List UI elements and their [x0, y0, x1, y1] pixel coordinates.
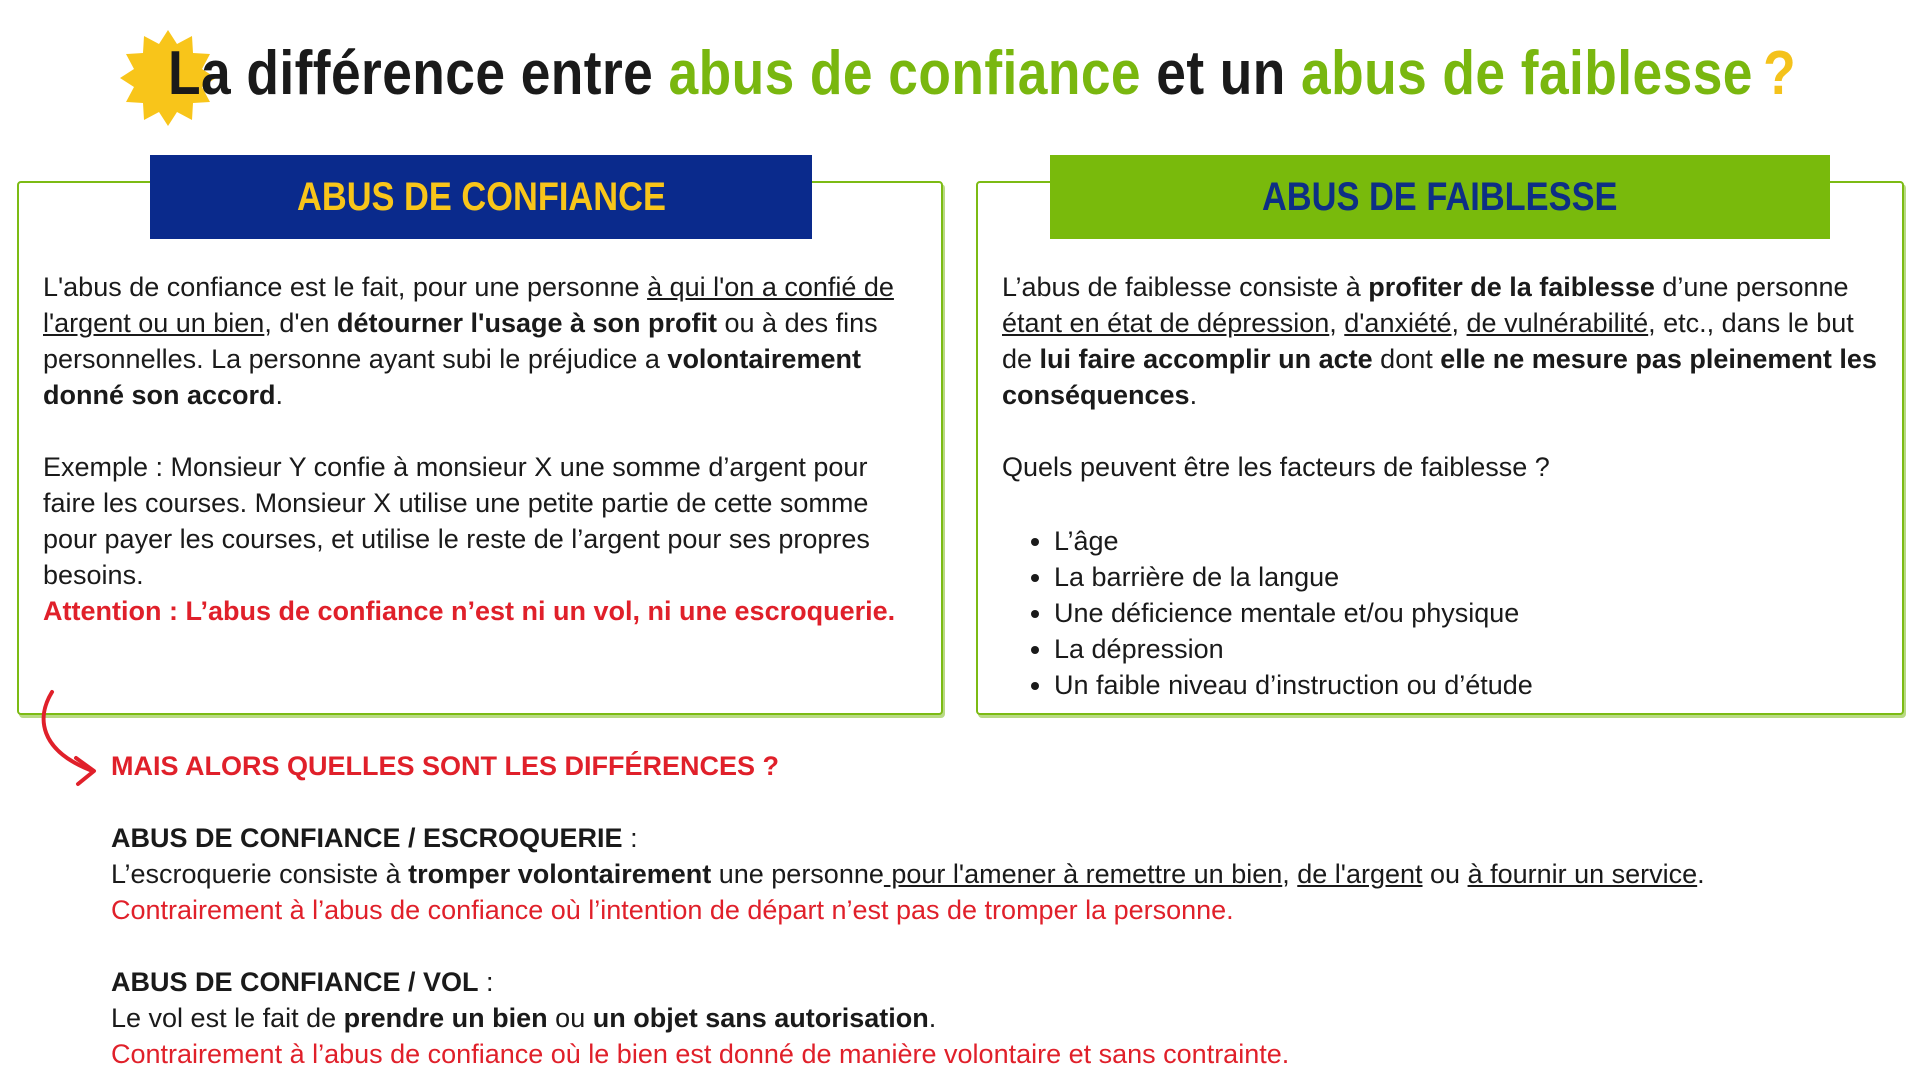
text-run: ou à des fins personnelles. La personne ayant subi le préjudice a	[43, 308, 878, 374]
abus-de-confiance-body	[43, 269, 923, 629]
differences-heading: MAIS ALORS QUELLES SONT LES DIFFÉRENCES ?	[111, 751, 780, 781]
confiance-example: Exemple : Monsieur Y confie à monsieur X une somme d’argent pour faire les courses. Monsieur X utilise une petite partie de cette somme pour payer les courses, et utilise le reste de l’argent pour ses propres besoins.	[43, 452, 870, 590]
list-item: • L’âge	[1054, 523, 1884, 559]
text-run: , d'en	[264, 308, 338, 338]
text-run: :	[622, 823, 638, 853]
underlined-text: à fournir un service	[1467, 859, 1698, 889]
abus-de-confiance-header	[150, 155, 812, 239]
text-run: :	[478, 967, 494, 997]
faiblesse-question: Quels peuvent être les facteurs de faiblesse ?	[1002, 452, 1550, 482]
title-part-3: et un	[1141, 39, 1302, 108]
title-part-4: abus de faiblesse	[1301, 39, 1753, 108]
title-part-2: abus de confiance	[668, 39, 1142, 108]
text-run: .	[1189, 380, 1198, 410]
bold-text: détourner l'usage à son profit	[337, 308, 718, 338]
text-run: dont	[1372, 344, 1441, 374]
underlined-text: de l'argent	[1297, 859, 1423, 889]
underlined-text: à qui l'on a confié de l'argent ou un bien	[43, 272, 894, 338]
bold-text: un objet sans autorisation	[592, 1003, 929, 1033]
bold-text: volontairement donné son accord	[43, 344, 861, 410]
escroquerie-title: ABUS DE CONFIANCE / ESCROQUERIE	[111, 823, 623, 853]
text-run: L’abus de faiblesse consiste à	[1002, 272, 1369, 302]
list-item: • Un faible niveau d’instruction ou d’étude	[1054, 667, 1884, 703]
text-run: ou	[547, 1003, 593, 1033]
confiance-definition	[43, 269, 923, 413]
escroquerie-definition	[111, 856, 1891, 892]
bold-text: lui faire accomplir un acte	[1039, 344, 1373, 374]
text-run: ,	[1282, 859, 1298, 889]
title-area	[118, 28, 1818, 128]
escroquerie-title-line	[111, 820, 1891, 856]
escroquerie-contrast: Contrairement à l’abus de confiance où l’intention de départ n’est pas de tromper la personne.	[111, 895, 1234, 925]
abus-de-confiance-card	[17, 174, 943, 715]
title-question-mark: ?	[1763, 39, 1797, 108]
differences-section	[111, 748, 1891, 1072]
vol-definition	[111, 1000, 1891, 1036]
curved-arrow-icon	[34, 688, 114, 788]
bold-text: profiter de la faiblesse	[1368, 272, 1655, 302]
text-run: ,	[1451, 308, 1467, 338]
text-run: L'abus de confiance est le fait, pour une personne	[43, 272, 648, 302]
underlined-text: d'anxiété	[1344, 308, 1452, 338]
bold-text: prendre un bien	[343, 1003, 548, 1033]
vol-contrast: Contrairement à l’abus de confiance où le bien est donné de manière volontaire et sans contrainte.	[111, 1039, 1290, 1069]
underlined-text: étant en état de dépression	[1002, 308, 1330, 338]
abus-de-faiblesse-body	[1002, 269, 1884, 703]
text-run: , etc., dans le but de	[1002, 308, 1854, 374]
vol-title: ABUS DE CONFIANCE / VOL	[111, 967, 479, 997]
list-item: • La dépression	[1054, 631, 1884, 667]
page-title	[168, 38, 1796, 109]
factors-list	[1002, 523, 1884, 703]
text-run: ou	[1422, 859, 1468, 889]
list-item: • La barrière de la langue	[1054, 559, 1884, 595]
bold-text: elle ne mesure pas pleinement les conséquences	[1002, 344, 1877, 410]
vol-title-line	[111, 964, 1891, 1000]
underlined-text: de vulnérabilité	[1466, 308, 1649, 338]
abus-de-confiance-header-label: ABUS DE CONFIANCE	[296, 174, 666, 219]
bold-text: tromper volontairement	[408, 859, 712, 889]
text-run: .	[275, 380, 284, 410]
text-run: L’escroquerie consiste à	[111, 859, 409, 889]
confiance-warning: Attention : L’abus de confiance n’est ni un vol, ni une escroquerie.	[43, 596, 896, 626]
text-run: ,	[1329, 308, 1345, 338]
faiblesse-definition	[1002, 269, 1884, 413]
text-run: d’une personne	[1654, 272, 1849, 302]
text-run: .	[928, 1003, 937, 1033]
list-item: • Une déficience mentale et/ou physique	[1054, 595, 1884, 631]
underlined-text: pour l'amener à remettre un bien	[883, 859, 1283, 889]
text-run: une personne	[711, 859, 884, 889]
abus-de-faiblesse-card	[976, 174, 1904, 715]
abus-de-faiblesse-header-label: ABUS DE FAIBLESSE	[1262, 174, 1618, 219]
title-part-1: La différence entre	[168, 39, 669, 108]
text-run: Le vol est le fait de	[111, 1003, 344, 1033]
text-run: .	[1697, 859, 1705, 889]
abus-de-faiblesse-header	[1050, 155, 1830, 239]
